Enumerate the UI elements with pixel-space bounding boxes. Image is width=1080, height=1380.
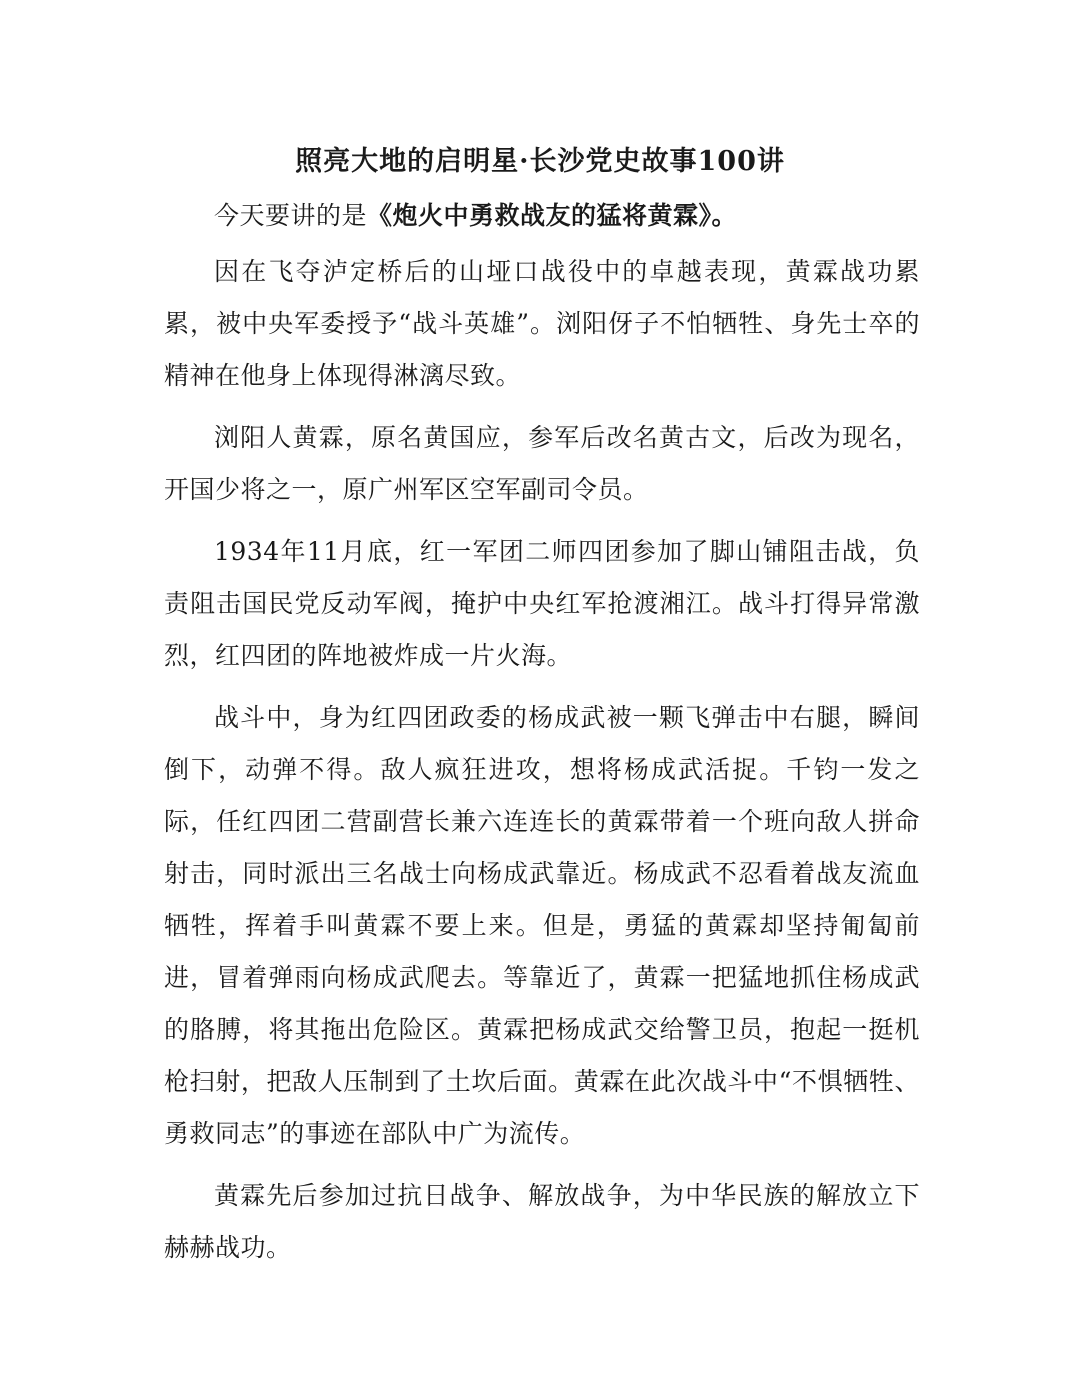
paragraph: 1934年11月底，红一军团二师四团参加了脚山铺阻击战，负责阻击国民党反动军阀，掩护中央红军抢渡湘江。战斗打得异常激烈，红四团的阵地被炸成一片火海。	[164, 537, 920, 670]
intro-prefix: 今天要讲的是	[214, 201, 368, 230]
intro-paragraph	[164, 190, 920, 242]
paragraph: 因在飞夺泸定桥后的山垭口战役中的卓越表现，黄霖战功累累，被中央军委授予“战斗英雄”。浏阳伢子不怕牺牲、身先士卒的精神在他身上体现得淋漓尽致。	[164, 257, 920, 390]
paragraph: 浏阳人黄霖，原名黄国应，参军后改名黄古文，后改为现名，开国少将之一，原广州军区空军副司令员。	[164, 423, 920, 504]
intro-topic: 《炮火中勇救战友的猛将黄霖》。	[367, 201, 738, 230]
paragraph: 战斗中，身为红四团政委的杨成武被一颗飞弹击中右腿，瞬间倒下，动弹不得。敌人疯狂进攻，想将杨成武活捉。千钧一发之际，任红四团二营副营长兼六连连长的黄霖带着一个班向敌人拼命射击，同时派出三名战士向杨成武靠近。杨成武不忍看着战友流血牺牲，挥着手叫黄霖不要上来。但是，勇猛的黄霖却坚持匍匐前进，冒着弹雨向杨成武爬去。等靠近了，黄霖一把猛地抓住杨成武的胳膊，将其拖出危险区。黄霖把杨成武交给警卫员，抱起一挺机枪扫射，把敌人压制到了土坎后面。黄霖在此次战斗中“不惧牺牲、勇救同志”的事迹在部队中广为流传。	[164, 703, 920, 1148]
document-body	[164, 190, 920, 1284]
document-title: 照亮大地的启明星·长沙党史故事100讲	[295, 146, 785, 177]
paragraph: 黄霖先后参加过抗日战争、解放战争，为中华民族的解放立下赫赫战功。	[164, 1181, 920, 1262]
